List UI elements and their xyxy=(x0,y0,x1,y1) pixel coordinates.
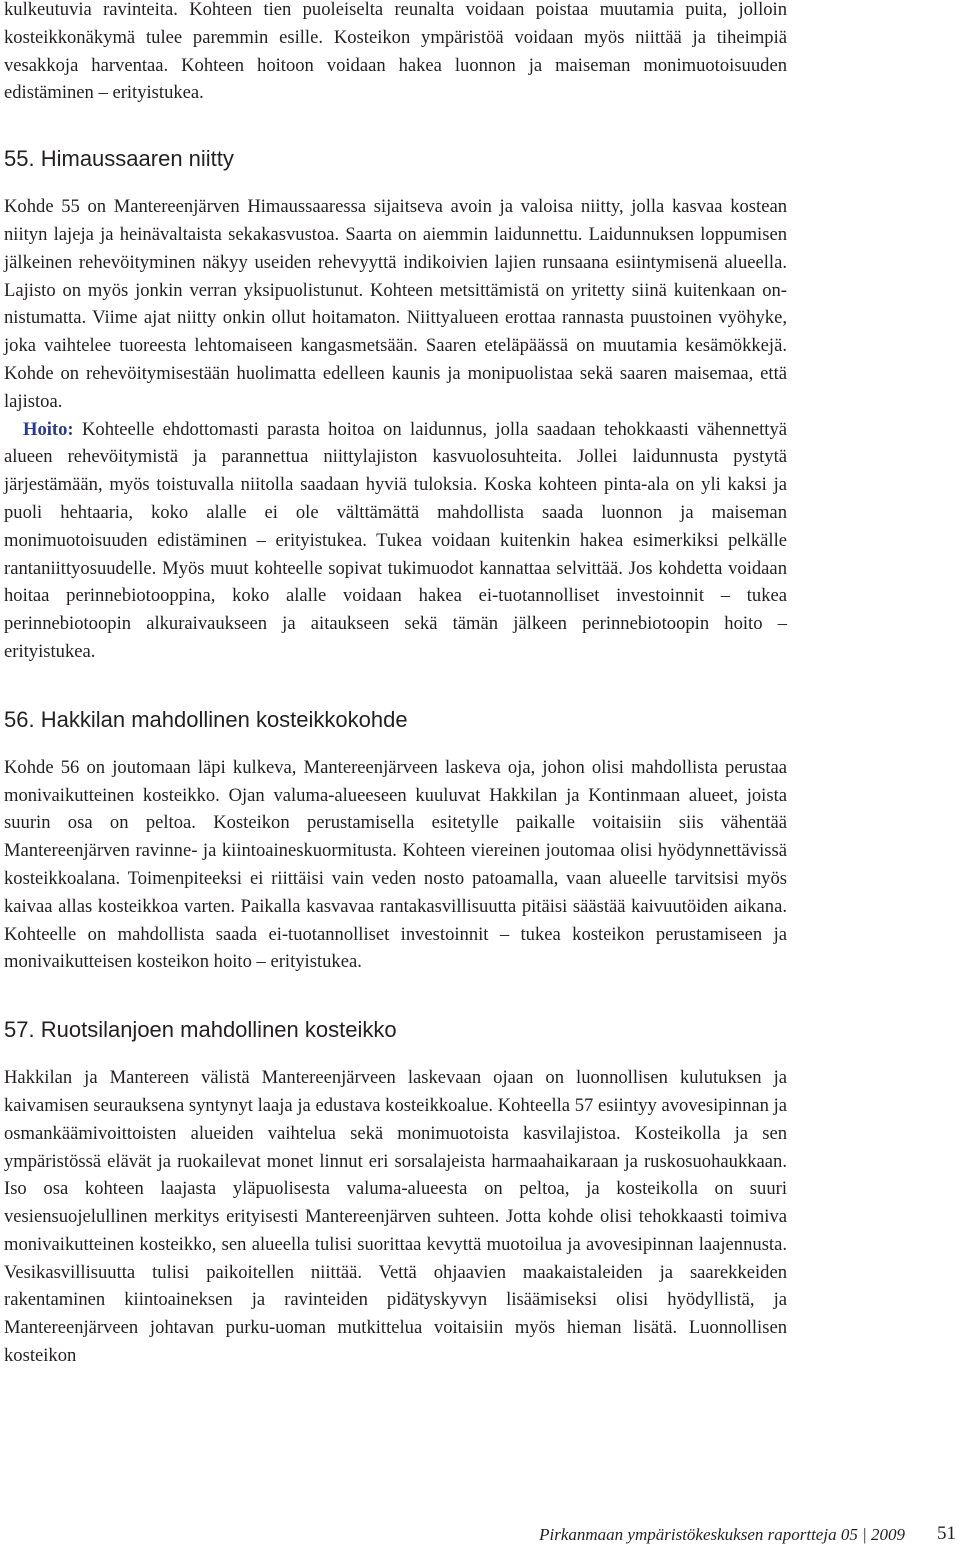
section-56-number: 56. xyxy=(4,706,35,732)
hoito-label: Hoito: xyxy=(23,418,74,440)
footer-publication: Pirkanmaan ympäristökeskuksen raportteja 05 | 2009 xyxy=(539,1525,905,1544)
section-55-title: Himaussaaren niitty xyxy=(40,146,234,172)
section-56-title: Hakkilan mahdollinen kosteikkokohde xyxy=(40,706,408,732)
section-55-number: 55. xyxy=(4,146,35,172)
section-55-hoito-paragraph xyxy=(4,416,787,666)
section-56-heading xyxy=(4,706,787,734)
section-56-description: Kohde 56 on joutomaan läpi kulkeva, Mantereenjärveen laskeva oja, johon olisi mahdollista perustaa monivaikutteinen kosteikko. Ojan valuma-alueeseen kuuluvat Hakkilan ja Kontinmaan alueet, joista suurin osa on peltoa. Kosteikon perustamisella esitetylle paikalle voitaisiin siis vähentää Mantereenjärven ravinne- ja kiintoaineskuormitusta. Kohteen viereinen joutomaa olisi hyödynnettävissä kosteikkoalana. Toimenpiteeksi ei riittäisi vain veden nosto patoamalla, vaan alueelle tarvitsisi myös kaivaa allas kosteikkoa varten. Paikalla kasvavaa rantakasvillisuutta pitäisi säästää kaivuutöiden aikana. Kohteelle on mahdollista saada ei-tuotannolliset investoinnit – tukea kosteikon perustamiseen ja monivaikutteisen kosteikon hoito – erityistukea. xyxy=(4,756,787,973)
section-57-title: Ruotsilanjoen mahdollinen kosteikko xyxy=(40,1017,397,1043)
section-55-heading xyxy=(4,145,787,173)
section-57-description: Hakkilan ja Mantereen välistä Mantereenjärveen laskevaan ojaan on luonnollisen kulutuksen ja kaivamisen seurauksena syntynyt laaja ja edustava kosteikkoalue. Kohteella 57 esiintyy avovesipinnan ja osmankäämivoittoisten alueiden vaihtelua sekä monimuotoista kasvilajistoa. Kosteikolla ja sen ympäristössä elävät ja ruokailevat monet linnut eri sorsalajeista harmaahaikaraan ja ruskosuohaukkaan. Iso osa kohteen laajasta yläpuolisesta valuma-alueesta on peltoa, ja kosteikolla on suuri vesiensuojelullinen merkitys erityisesti Mantereenjärven suhteen. Jotta kohde olisi tehokkaasti toimiva monivaikutteinen kosteikko, sen alueella tulisi suorittaa kevyttä muotoilua ja avovesipinnan laajennusta. Vesikasvillisuutta tulisi paikoitellen niittää. Vettä ohjaavien maakaistaleiden ja saarekkeiden rakentaminen kiintoaineksen ja ravinteiden pidätyskyvyn lisäämiseksi olisi hyödyllistä, ja Mantereenjärveen johtavan purku-uoman mutkittelua voitaisiin myös hieman lisätä. Luonnollisen kosteikon xyxy=(4,1067,787,1367)
section-57-number: 57. xyxy=(4,1017,35,1043)
section-55-description: Kohde 55 on Mantereenjärven Himaussaaressa sijaitseva avoin ja valoisa niitty, jolla kasvaa kostean niityn lajeja ja heinävaltaista sekakasvustoa. Saarta on aiemmin laidunnettu. Laidunnuksen loppumisen jälkeinen rehevöityminen näkyy useiden rehevyyttä indikoivien lajien runsaana esiintymisenä alueella. Lajisto on myös jonkin verran yksipuolistunut. Kohteen metsittämistä on yritetty siinä kuitenkaan onnistumatta. Viime ajat niitty onkin ollut hoitamaton. Niittyalueen erottaa rannasta puustoinen vyöhyke, joka vaihtelee tuoreesta lehtomaiseen kangasmetsään. Saaren eteläpäässä on muutamia kesämökkejä. Kohde on rehevöitymisestään huolimatta edelleen kaunis ja monipuolistaa sekä saaren maisemaa, että lajistoa. xyxy=(4,196,787,412)
section-55-hoito-text: Kohteelle ehdottomasti parasta hoitoa on laidunnus, jolla saadaan tehokkaasti vähennettyä alueen rehevöitymistä ja parannettua niittylajiston kasvuolosuhteita. Jollei laidunnusta pystytä järjestämään, myös toistuvalla niitolla saadaan hyviä tuloksia. Koska kohteen pinta-ala on yli kaksi ja puoli hehtaaria, koko alalle ei ole välttämättä mahdollista saada luonnon ja maiseman monimuotoisuuden edistäminen – erityistukea. Tukea voidaan kuitenkin hakea esimerkiksi pelkälle rantaniittyosuudelle. Myös muut kohteelle sopivat tukimuodot kannattaa selvittää. Jos kohdetta voidaan hoitaa perinnebiotooppina, koko alalle voidaan hakea ei-tuotannolliset investoinnit – tukea perinnebiotoopin alkuraivaukseen ja aitaukseen sekä tämän jälkeen perinnebiotoopin hoito – erityistukea. xyxy=(4,418,787,662)
page-number: 51 xyxy=(937,1523,956,1544)
section-57-heading xyxy=(4,1016,787,1044)
page-footer xyxy=(539,1505,956,1545)
intro-paragraph: kulkeutuvia ravinteita. Kohteen tien puoleiselta reunalta voidaan poistaa muutamia puita, jolloin kosteikkonäkymä tulee paremmin esille. Kosteikon ympäristöä voidaan myös niittää ja tiheimpiä vesakkoja harventaa. Kohteen hoitoon voidaan hakea luonnon ja maiseman monimuotoisuuden edistäminen – erityistukea. xyxy=(4,0,787,104)
document-page xyxy=(4,0,787,1370)
